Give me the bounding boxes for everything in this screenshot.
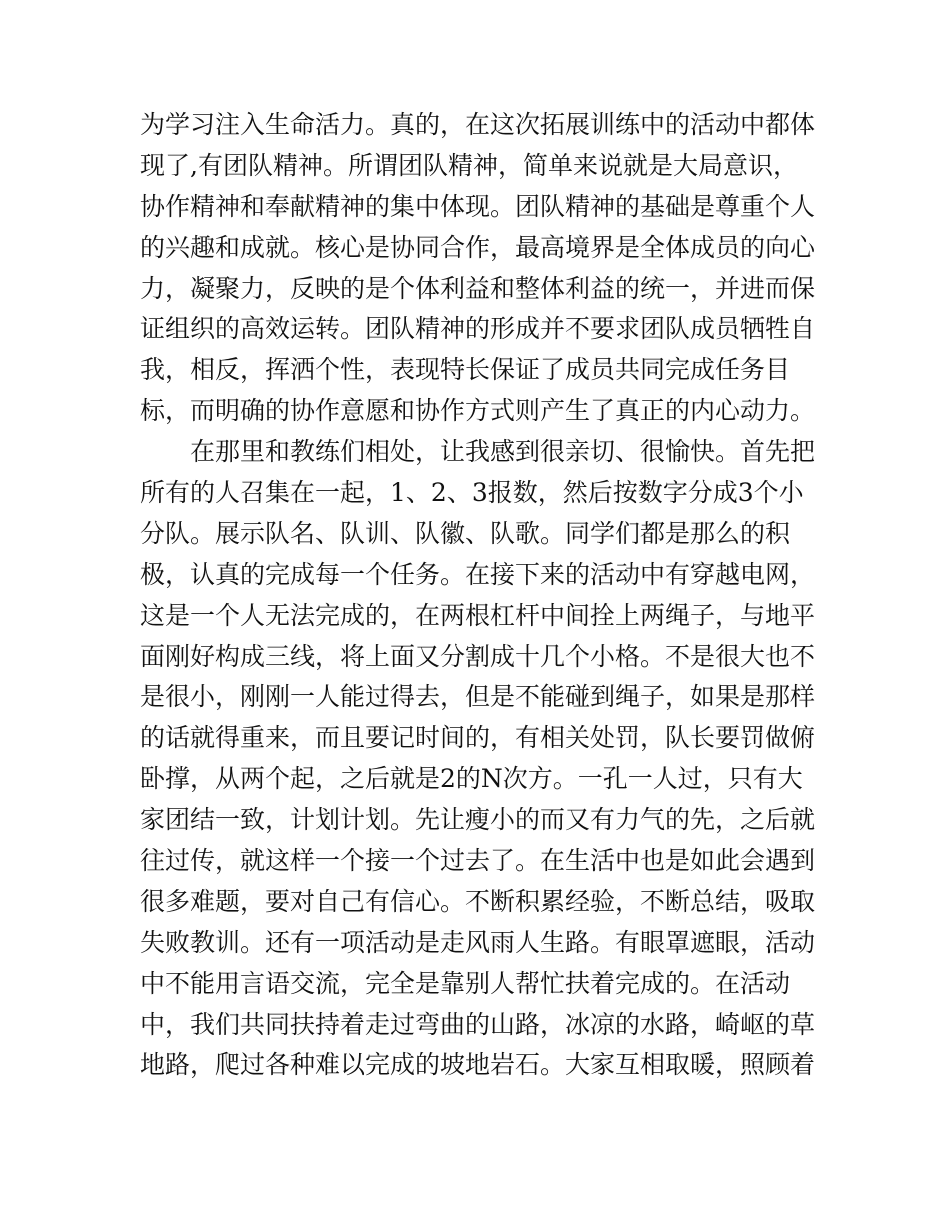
text-line: 协作精神和奉献精神的集中体现。团队精神的基础是尊重个人 — [140, 191, 816, 221]
text-line: 中不能用言语交流，完全是靠别人帮忙扶着完成的。在活动 — [140, 968, 791, 998]
text-line: 我，相反，挥洒个性，表现特长保证了成员共同完成任务目 — [140, 355, 791, 385]
text-line: 家团结一致，计划计划。先让瘦小的而又有力气的先，之后就 — [140, 805, 816, 835]
text-line: 的话就得重来，而且要记时间的，有相关处罚，队长要罚做俯 — [140, 723, 816, 753]
text-line: 证组织的高效运转。团队精神的形成并不要求团队成员牺牲自 — [140, 314, 816, 344]
text-line: 地路，爬过各种难以完成的坡地岩石。大家互相取暖，照顾着 — [140, 1050, 816, 1080]
text-line: 在那里和教练们相处，让我感到很亲切、很愉快。首先把 — [190, 437, 816, 467]
text-line: 是很小，刚刚一人能过得去，但是不能碰到绳子，如果是那样 — [140, 682, 816, 712]
text-line: 极，认真的完成每一个任务。在接下来的活动中有穿越电网， — [140, 559, 816, 589]
text-line: 为学习注入生命活力。真的，在这次拓展训练中的活动中都体 — [140, 110, 816, 139]
paragraph — [140, 432, 820, 1086]
text-line: 分队。展示队名、队训、队徽、队歌。同学们都是那么的积 — [140, 518, 791, 548]
text-line: 很多难题，要对自己有信心。不断积累经验，不断总结，吸取 — [140, 886, 816, 916]
text-line: 失败教训。还有一项活动是走风雨人生路。有眼罩遮眼，活动 — [140, 927, 816, 957]
text-line: 卧撑，从两个起，之后就是2的N次方。一孔一人过，只有大 — [140, 764, 803, 794]
text-line: 中，我们共同扶持着走过弯曲的山路，冰凉的水路，崎岖的草 — [140, 1009, 816, 1039]
text-line: 所有的人召集在一起，1、2、3报数，然后按数字分成3个小 — [140, 478, 804, 508]
text-line: 标，而明确的协作意愿和协作方式则产生了真正的内心动力。 — [140, 396, 816, 426]
text-line: 现了,有团队精神。所谓团队精神，简单来说就是大局意识， — [140, 150, 798, 180]
text-line: 力，凝聚力，反映的是个体利益和整体利益的统一，并进而保 — [140, 273, 816, 303]
paragraph — [140, 105, 820, 432]
body-text — [140, 105, 820, 1086]
text-line: 这是一个人无法完成的，在两根杠杆中间拴上两绳子，与地平 — [140, 600, 816, 630]
text-line: 面刚好构成三线，将上面又分割成十几个小格。不是很大也不 — [140, 641, 816, 671]
text-line: 往过传，就这样一个接一个过去了。在生活中也是如此会遇到 — [140, 846, 816, 876]
text-line: 的兴趣和成就。核心是协同合作，最高境界是全体成员的向心 — [140, 232, 816, 262]
